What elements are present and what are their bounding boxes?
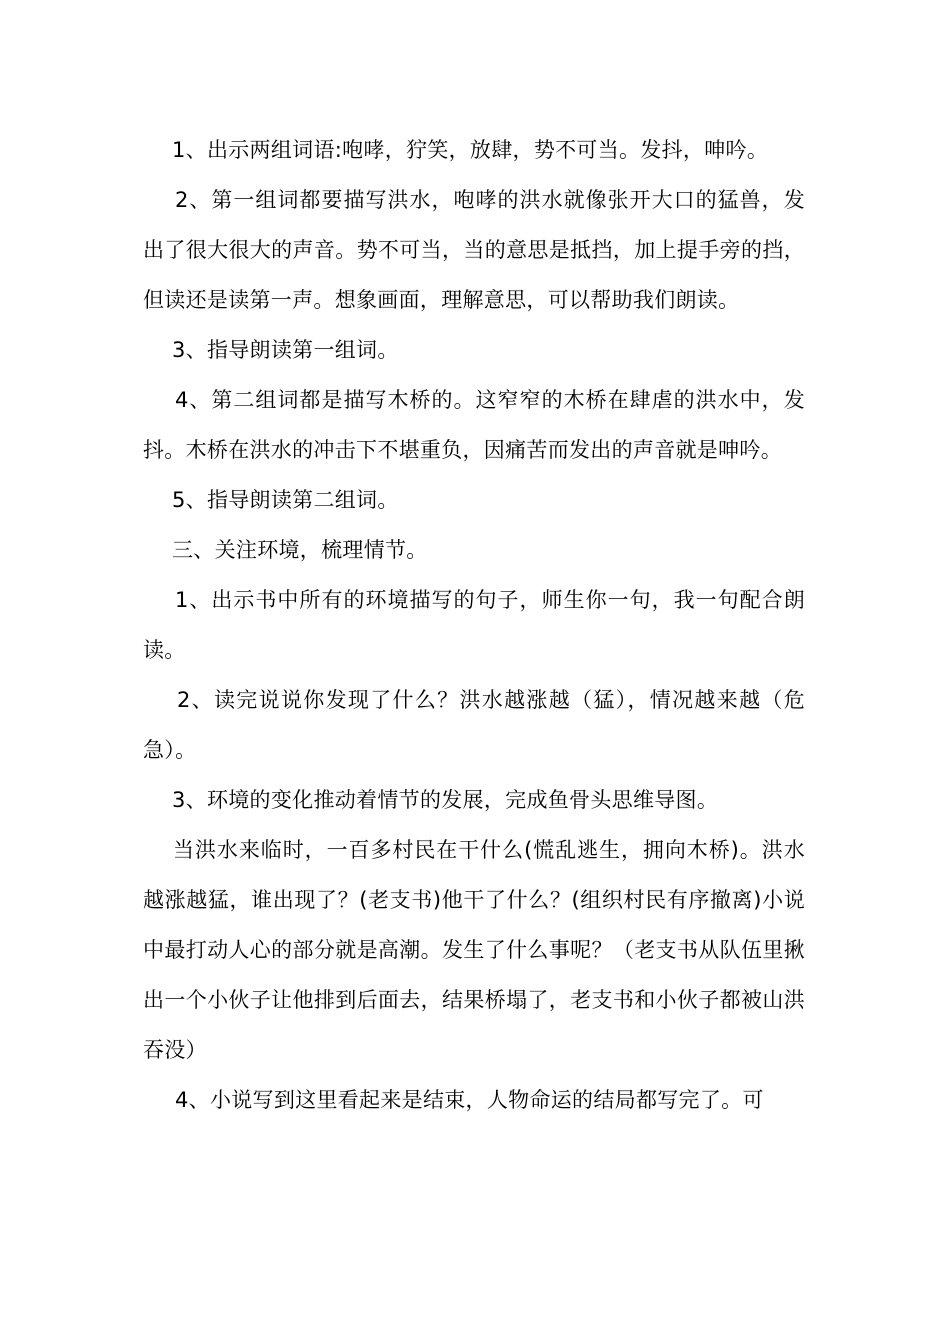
paragraph-9: 当洪水来临时，一百多村民在干什么(慌乱逃生，拥向木桥)。洪水越涨越猛，谁出现了？(老支书)他干了什么？(组织村民有序撤离)小说中最打动人心的部分就是高潮。发生了什么事呢？（老支书从队伍里揪出一个小伙子让他排到后面去，结果桥塌了，老支书和小伙子都被山洪吞没） [143, 838, 805, 1062]
paragraph-10: 4、小说写到这里看起来是结束，人物命运的结局都写完了。可 [175, 1088, 764, 1112]
document-body [143, 125, 805, 1125]
paragraph-1: 1、出示两组词语:咆哮，狞笑，放肆，势不可当。发抖，呻吟。 [172, 138, 769, 162]
paragraph-4: 4、第二组词都是描写木桥的。这窄窄的木桥在肆虐的洪水中，发抖。木桥在洪水的冲击下不堪重负，因痛苦而发出的声音就是呻吟。 [143, 388, 805, 462]
paragraph-3: 3、指导朗读第一组词。 [172, 338, 399, 362]
paragraph-7: 2、读完说说你发现了什么？洪水越涨越（猛），情况越来越（危急）。 [143, 688, 805, 762]
section-heading: 三、关注环境，梳理情节。 [172, 538, 428, 562]
paragraph-2: 2、第一组词都要描写洪水，咆哮的洪水就像张开大口的猛兽，发出了很大很大的声音。势不可当，当的意思是抵挡，加上提手旁的挡，但读还是读第一声。想象画面，理解意思，可以帮助我们朗读。 [143, 188, 805, 312]
paragraph-8: 3、环境的变化推动着情节的发展，完成鱼骨头思维导图。 [172, 788, 719, 812]
paragraph-6: 1、出示书中所有的环境描写的句子，师生你一句，我一句配合朗读。 [143, 588, 805, 662]
paragraph-5: 5、指导朗读第二组词。 [172, 488, 399, 512]
